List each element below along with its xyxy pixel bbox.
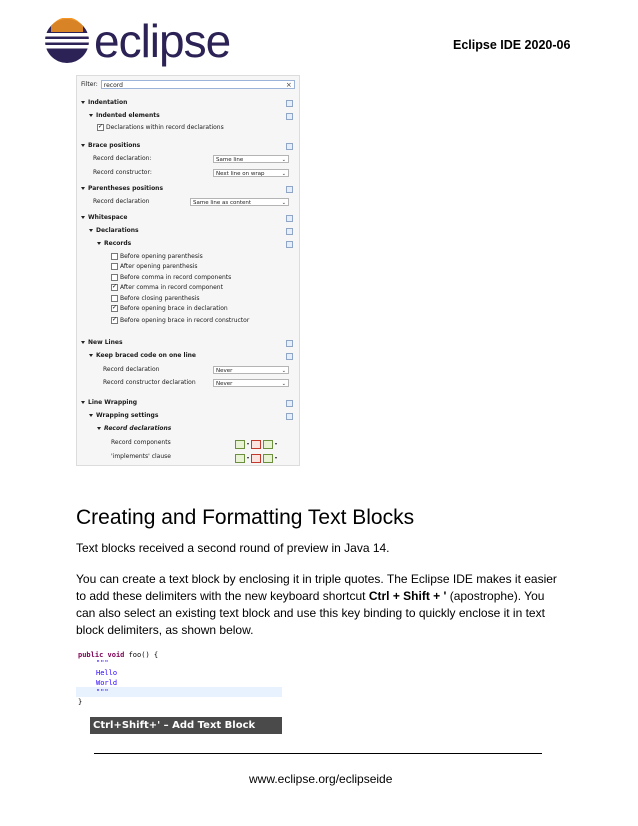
pref-row-content (111, 252, 203, 262)
indent-policy-icon[interactable] (263, 454, 273, 463)
dropdown-arrow-icon[interactable]: ▾ (275, 441, 278, 446)
pref-select[interactable] (213, 169, 289, 177)
pref-select-value: Same line as content (193, 200, 252, 206)
pref-row (77, 252, 299, 262)
pref-row-content (111, 294, 200, 304)
pref-checkbox[interactable] (111, 317, 118, 324)
shortcut-text: Ctrl + Shift + ' (368, 589, 447, 603)
pref-row (77, 398, 299, 408)
pref-group-label: Keep braced code on one line (96, 352, 196, 359)
pref-row-content (111, 304, 228, 314)
preview-icon[interactable] (286, 413, 293, 420)
section-heading: Creating and Formatting Text Blocks (76, 506, 415, 529)
chevron-down-icon: ⌄ (281, 381, 286, 387)
pref-row-content (97, 123, 224, 133)
filter-input[interactable] (101, 80, 295, 89)
chevron-down-icon: ⌄ (281, 171, 286, 177)
pref-row (77, 304, 299, 314)
wrap-policy-icon[interactable] (235, 454, 245, 463)
expand-caret-icon[interactable] (81, 144, 85, 147)
eclipse-logo-mark-icon (44, 18, 90, 64)
pref-row (77, 123, 299, 133)
force-split-icon[interactable] (251, 454, 261, 463)
pref-row-content (93, 154, 151, 164)
code-sample-screenshot (76, 647, 282, 735)
code-line-2: """ (96, 659, 109, 667)
pref-checkbox-label: After opening parenthesis (120, 263, 198, 270)
pref-select-value: Never (216, 381, 233, 387)
pref-row-content (93, 197, 149, 207)
pref-group-label: Indentation (88, 99, 128, 106)
pref-row-content (111, 262, 198, 272)
force-split-icon[interactable] (251, 440, 261, 449)
pref-checkbox-label: Before opening parenthesis (120, 253, 203, 260)
pref-row (77, 213, 299, 223)
expand-caret-icon[interactable] (89, 414, 93, 417)
pref-row (77, 338, 299, 348)
pref-select[interactable] (213, 366, 289, 374)
pref-select-label: Record declaration: (93, 155, 152, 162)
chevron-down-icon: ⌄ (281, 200, 286, 206)
indent-policy-icon[interactable] (263, 440, 273, 449)
code-line-4: World (96, 679, 118, 687)
pref-select-label: Record declaration (103, 366, 160, 373)
pref-row-content (81, 398, 137, 408)
footer-divider (94, 753, 542, 754)
chevron-down-icon: ⌄ (281, 368, 286, 374)
footer-url: www.eclipse.org/eclipseide (249, 772, 393, 786)
pref-row (77, 98, 299, 108)
eclipse-logo-text: eclipse (94, 15, 231, 67)
pref-checkbox-label: Declarations within record declarations (106, 124, 224, 131)
pref-row (77, 283, 299, 293)
pref-row (77, 154, 299, 164)
pref-row (77, 184, 299, 194)
pref-checkbox-label: Before closing parenthesis (120, 295, 200, 302)
pref-row-content (89, 351, 196, 361)
pref-checkbox[interactable] (111, 284, 118, 291)
chevron-down-icon: ⌄ (281, 157, 286, 163)
paragraph-intro: Text blocks received a second round of preview in Java 14. (76, 541, 390, 555)
pref-select[interactable] (213, 379, 289, 387)
pref-row (77, 262, 299, 272)
code-line-6: } (78, 698, 83, 706)
preview-icon[interactable] (286, 186, 293, 193)
pref-row (77, 316, 299, 326)
pref-checkbox[interactable] (97, 124, 104, 131)
pref-row-content (89, 111, 160, 121)
filter-row (81, 80, 295, 89)
pref-checkbox[interactable] (111, 274, 118, 281)
pref-row (77, 365, 299, 375)
pref-checkbox[interactable] (111, 253, 118, 260)
pref-wrap-label: Record components (111, 439, 171, 446)
pref-row (77, 438, 299, 448)
pref-row (77, 141, 299, 151)
preview-icon[interactable] (286, 215, 293, 222)
pref-row-content (97, 239, 131, 249)
pref-row (77, 168, 299, 178)
pref-row (77, 294, 299, 304)
pref-checkbox-label: Before opening brace in record constructor (120, 317, 250, 324)
pref-checkbox[interactable] (111, 305, 118, 312)
preview-icon[interactable] (286, 143, 293, 150)
pref-row-content (97, 424, 171, 434)
pref-group-label: Whitespace (88, 214, 128, 221)
pref-select-label: Record declaration (93, 198, 150, 205)
pref-row (77, 226, 299, 236)
expand-caret-icon[interactable] (89, 229, 93, 232)
pref-group-label: Wrapping settings (96, 412, 159, 419)
pref-checkbox[interactable] (111, 263, 118, 270)
pref-select-value: Never (216, 368, 233, 374)
code-line-3: Hello (96, 669, 118, 677)
pref-row-content (103, 378, 196, 388)
paragraph-text-b: (apostrophe). You can also select an existing text block and use this key binding to quickly enclose it in text block delimiters, as shown below. (76, 589, 545, 637)
pref-row (77, 411, 299, 421)
pref-group-label: New Lines (88, 339, 123, 346)
pref-select[interactable] (213, 155, 289, 163)
pref-checkbox-label: Before opening brace in declaration (120, 305, 228, 312)
pref-wrap-label: 'implements' clause (111, 453, 171, 460)
preview-icon[interactable] (286, 228, 293, 235)
eclipse-logo (44, 15, 231, 67)
pref-row-content (81, 141, 140, 151)
clear-filter-icon[interactable]: × (285, 81, 292, 89)
expand-caret-icon[interactable] (89, 114, 93, 117)
dropdown-arrow-icon[interactable]: ▾ (275, 455, 278, 460)
pref-group-label: Line Wrapping (88, 399, 138, 406)
pref-row-content (89, 226, 139, 236)
pref-group-label: Record declarations (104, 425, 172, 432)
preview-icon[interactable] (286, 113, 293, 120)
pref-row (77, 378, 299, 388)
pref-row (77, 452, 299, 462)
paragraph-text-a: You can create a text block by enclosing it in triple quotes. The Eclipse IDE makes it easier to add these delimiters with the new keyboard shortcut (76, 572, 557, 603)
pref-select-label: Record constructor declaration (103, 379, 196, 386)
pref-select[interactable] (190, 198, 289, 206)
expand-caret-icon[interactable] (89, 354, 93, 357)
pref-row-content (111, 452, 171, 462)
pref-row (77, 351, 299, 361)
pref-row-content (111, 273, 231, 283)
code-line-1: public void foo() { (78, 651, 159, 659)
pref-row-content (81, 98, 127, 108)
pref-row-content (81, 338, 123, 348)
filter-input-value: record (103, 82, 123, 89)
pref-row (77, 239, 299, 249)
pref-row (77, 197, 299, 207)
expand-caret-icon[interactable] (81, 187, 85, 190)
wrap-controls (235, 439, 277, 449)
pref-checkbox-label: Before comma in record components (120, 274, 232, 281)
pref-group-label: Indented elements (96, 112, 160, 119)
pref-checkbox-label: After comma in record component (120, 284, 223, 291)
pref-group-label: Parentheses positions (88, 185, 164, 192)
pref-row (77, 111, 299, 121)
pref-row-content (93, 168, 152, 178)
expand-caret-icon[interactable] (97, 427, 101, 430)
pref-row-content (111, 316, 249, 326)
formatter-preferences-screenshot (76, 75, 300, 466)
filter-label: Filter: (81, 81, 98, 88)
preview-icon[interactable] (286, 340, 293, 347)
preview-icon[interactable] (286, 400, 293, 407)
pref-row-content (89, 411, 158, 421)
pref-row (77, 273, 299, 283)
pref-select-value: Next line on wrap (216, 171, 265, 177)
expand-caret-icon[interactable] (81, 401, 85, 404)
pref-select-label: Record constructor: (93, 169, 152, 176)
expand-caret-icon[interactable] (97, 242, 101, 245)
pref-row-content (103, 365, 159, 375)
pref-row-content (81, 213, 127, 223)
pref-row-content (81, 184, 163, 194)
pref-group-label: Records (104, 240, 132, 247)
pref-checkbox[interactable] (111, 295, 118, 302)
paragraph-shortcut (76, 571, 564, 639)
pref-group-label: Brace positions (88, 142, 141, 149)
dropdown-arrow-icon[interactable]: ▾ (247, 455, 250, 460)
expand-caret-icon[interactable] (81, 216, 85, 219)
preview-icon[interactable] (286, 241, 293, 248)
dropdown-arrow-icon[interactable]: ▾ (247, 441, 250, 446)
pref-row-content (111, 438, 171, 448)
expand-caret-icon[interactable] (81, 341, 85, 344)
pref-row (77, 424, 299, 434)
wrap-controls (235, 453, 277, 463)
code-line-5: """ (96, 688, 109, 696)
pref-row-content (111, 283, 223, 293)
pref-group-label: Declarations (96, 227, 139, 234)
expand-caret-icon[interactable] (81, 101, 85, 104)
preview-icon[interactable] (286, 353, 293, 360)
preview-icon[interactable] (286, 100, 293, 107)
shortcut-banner: Ctrl+Shift+' – Add Text Block (90, 717, 282, 734)
wrap-policy-icon[interactable] (235, 440, 245, 449)
pref-select-value: Same line (216, 157, 244, 163)
document-header-title: Eclipse IDE 2020-06 (453, 38, 571, 52)
